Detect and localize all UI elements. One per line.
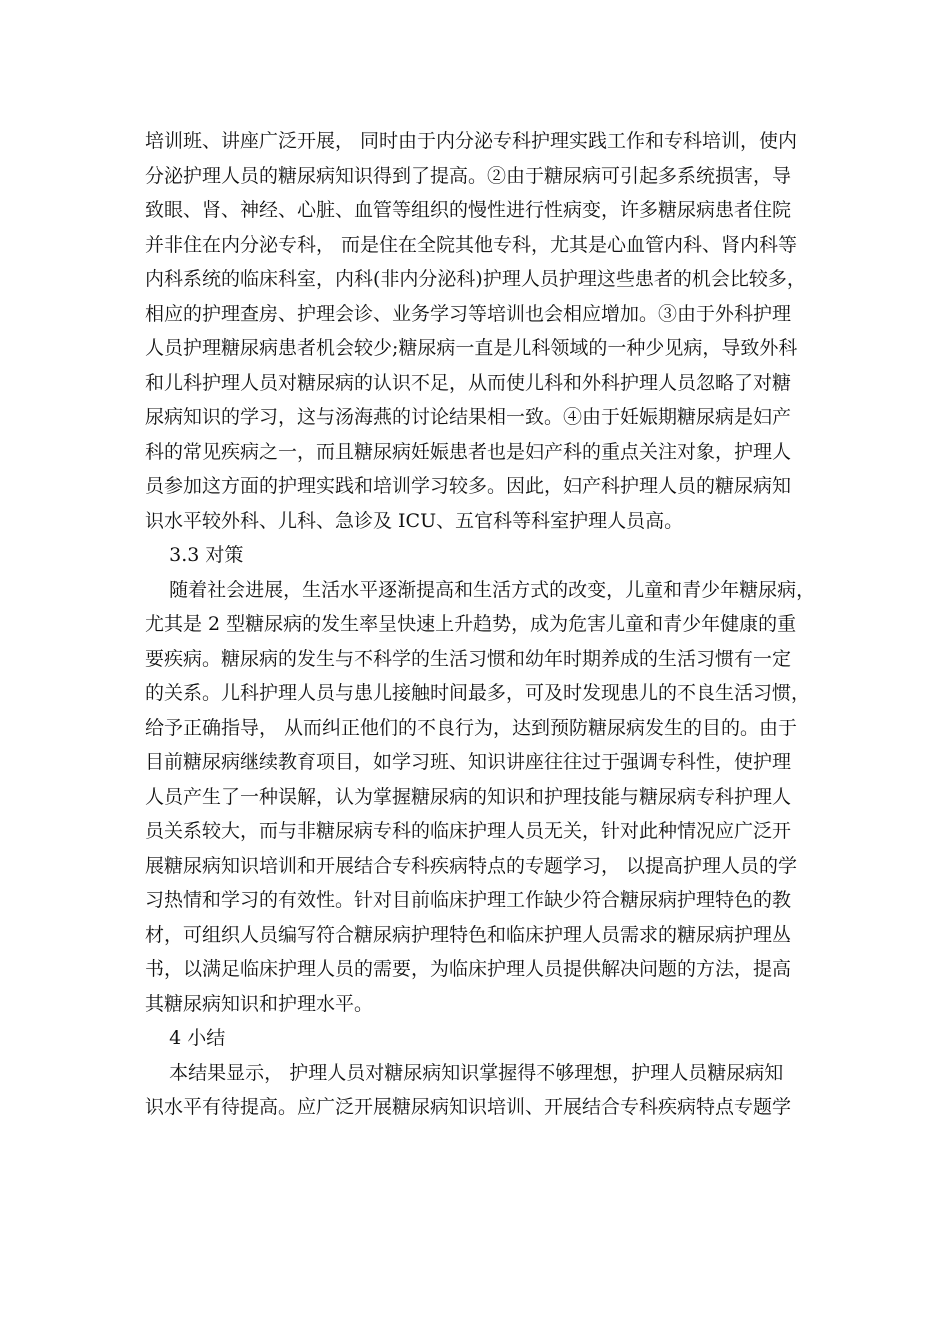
body-line: 目前糖尿病继续教育项目，如学习班、知识讲座往往过于强调专科性，使护理 — [145, 751, 792, 773]
body-line: 识水平有待提高。应广泛开展糖尿病知识培训、开展结合专科疾病特点专题学 — [145, 1096, 792, 1118]
body-line: 分泌护理人员的糖尿病知识得到了提高。②由于糖尿病可引起多系统损害，导 — [145, 164, 792, 187]
body-line: 书，以满足临床护理人员的需要，为临床护理人员提供解决问题的方法，提高 — [145, 958, 792, 980]
body-line: 材，可组织人员编写符合糖尿病护理特色和临床护理人员需求的糖尿病护理丛 — [145, 923, 792, 946]
body-line: 科的常见疾病之一，而且糖尿病妊娠患者也是妇产科的重点关注对象，护理人 — [145, 440, 792, 463]
body-line: 培训班、讲座广泛开展， 同时由于内分泌专科护理实践工作和专科培训，使内 — [145, 130, 798, 152]
section-heading: 4 小结 — [145, 1027, 226, 1049]
body-line: 尤其是 2 型糖尿病的发生率呈快速上升趋势，成为危害儿童和青少年健康的重 — [145, 613, 797, 635]
body-line: 本结果显示， 护理人员对糖尿病知识掌握得不够理想，护理人员糖尿病知 — [145, 1061, 784, 1084]
body-line: 和儿科护理人员对糖尿病的认识不足，从而使儿科和外科护理人员忽略了对糖 — [145, 371, 792, 394]
body-line: 尿病知识的学习，这与汤海燕的讨论结果相一致。④由于妊娠期糖尿病是妇产 — [145, 406, 792, 428]
body-line: 的关系。儿科护理人员与患儿接触时间最多，可及时发现患儿的不良生活习惯， — [145, 682, 811, 704]
body-line: 并非住在内分泌专科， 而是住在全院其他专科，尤其是心血管内科、肾内科等 — [145, 233, 798, 256]
body-line: 要疾病。糖尿病的发生与不科学的生活习惯和幼年时期养成的生活习惯有一定 — [145, 647, 792, 670]
body-line: 识水平较外科、儿科、急诊及 ICU、五官科等科室护理人员高。 — [145, 509, 684, 532]
body-line: 员关系较大，而与非糖尿病专科的临床护理人员无关，针对此种情况应广泛开 — [145, 820, 792, 842]
body-line: 人员产生了一种误解，认为掌握糖尿病的知识和护理技能与糖尿病专科护理人 — [145, 785, 792, 808]
body-line: 给予正确指导， 从而纠正他们的不良行为，达到预防糖尿病发生的目的。由于 — [145, 716, 798, 739]
body-line: 随着社会进展，生活水平逐渐提高和生活方式的改变，儿童和青少年糖尿病， — [145, 578, 816, 601]
body-line: 其糖尿病知识和护理水平。 — [145, 992, 374, 1015]
body-line: 展糖尿病知识培训和开展结合专科疾病特点的专题学习， 以提高护理人员的学 — [145, 854, 798, 877]
body-line: 内科系统的临床科室，内科(非内分泌科)护理人员护理这些患者的机会比较多， — [145, 268, 806, 290]
body-line: 人员护理糖尿病患者机会较少;糖尿病一直是儿科领域的一种少见病，导致外科 — [145, 337, 798, 359]
body-line: 习热情和学习的有效性。针对目前临床护理工作缺少符合糖尿病护理特色的教 — [145, 889, 792, 911]
body-line: 致眼、肾、神经、心脏、血管等组织的慢性进行性病变，许多糖尿病患者住院 — [145, 199, 792, 221]
body-line: 相应的护理查房、护理会诊、业务学习等培训也会相应增加。③由于外科护理 — [145, 302, 792, 325]
body-line: 员参加这方面的护理实践和培训学习较多。因此，妇产科护理人员的糖尿病知 — [145, 475, 792, 497]
document-body — [145, 124, 835, 1125]
section-heading: 3.3 对策 — [145, 544, 244, 566]
